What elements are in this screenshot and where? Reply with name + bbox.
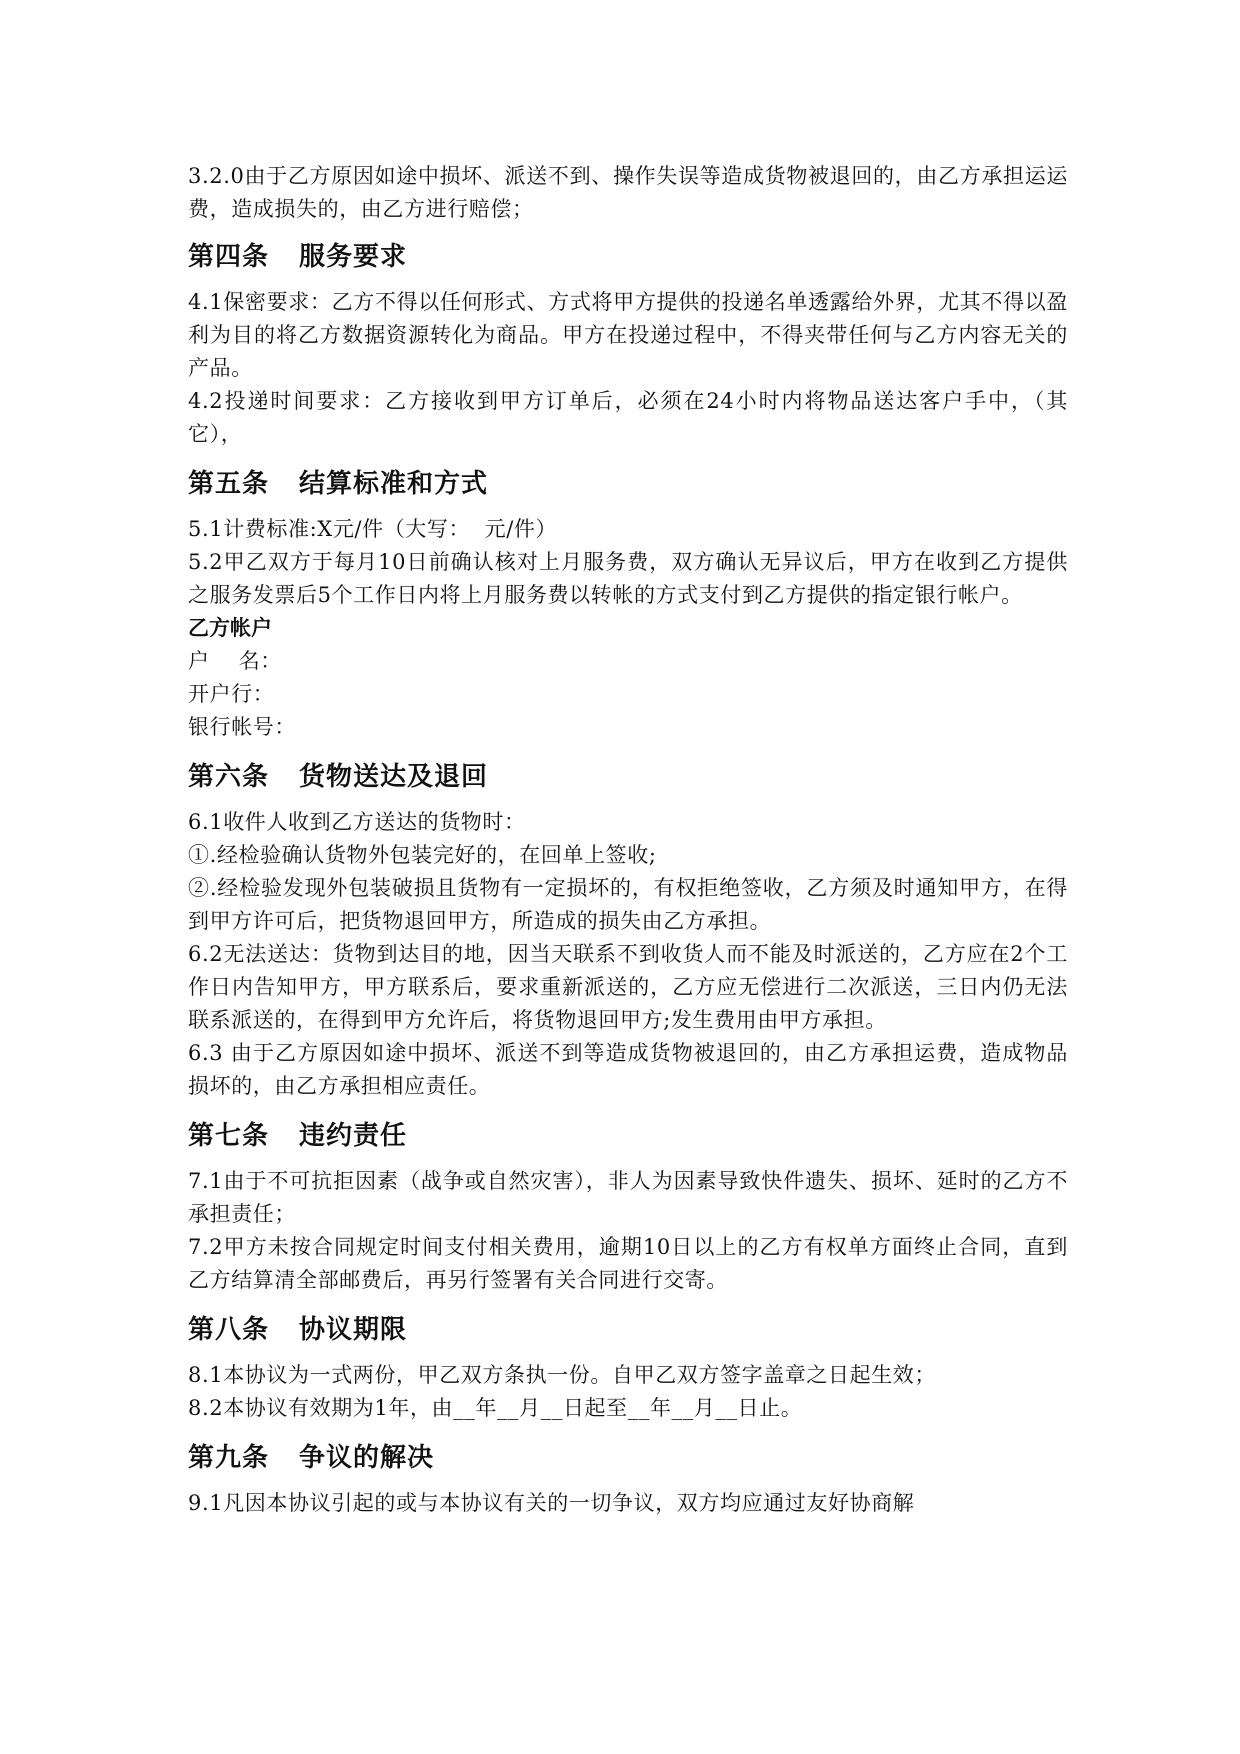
clause-6-1: 6.1收件人收到乙方送达的货物时： <box>188 810 526 834</box>
clause-4-1: 4.1保密要求：乙方不得以任何形式、方式将甲方提供的投递名单透露给外界，尤其不得以盈利为目的将乙方数据资源转化为商品。甲方在投递过程中，不得夹带任何与乙方内容无关的产品。 <box>188 290 1068 380</box>
clause-8-1: 8.1本协议为一式两份，甲乙双方条执一份。自甲乙双方签字盖章之日起生效； <box>188 1363 936 1387</box>
clause-4-2: 4.2投递时间要求：乙方接收到甲方订单后，必须在24小时内将物品送达客户手中，（其它）， <box>188 389 1068 446</box>
section-7-title: 违约责任 <box>299 1121 408 1151</box>
clause-8-2: 8.2本协议有效期为1年，由__年__月__日起至__年__月__日止。 <box>188 1396 803 1420</box>
clause-7-2: 7.2甲方未按合同规定时间支付相关费用，逾期10日以上的乙方有权单方面终止合同，直到乙方结算清全部邮费后，再另行签署有关合同进行交寄。 <box>188 1235 1068 1292</box>
clause-3-2-0: 3.2.0由于乙方原因如途中损坏、派送不到、操作失误等造成货物被退回的，由乙方承担运运费，造成损失的，由乙方进行赔偿； <box>188 164 1068 221</box>
account-label: 乙方帐户 <box>188 616 272 640</box>
section-7-heading <box>188 1119 1068 1153</box>
section-4-title: 服务要求 <box>299 242 408 272</box>
section-5-number: 第五条 <box>188 469 270 499</box>
clause-6-1-a: ①.经检验确认货物外包装完好的，在回单上签收; <box>188 843 657 867</box>
section-8-heading <box>188 1313 1068 1347</box>
clause-7-1: 7.1由于不可抗拒因素（战争或自然灾害），非人为因素导致快件遗失、损坏、延时的乙方不承担责任； <box>188 1169 1068 1226</box>
clause-6-3: 6.3 由于乙方原因如途中损坏、派送不到等造成货物被退回的，由乙方承担运费，造成物品损坏的，由乙方承担相应责任。 <box>188 1041 1068 1098</box>
section-6-number: 第六条 <box>188 762 270 792</box>
section-5-heading <box>188 467 1068 501</box>
account-bank-field: 开户行： <box>188 682 275 706</box>
account-name-field: 户 名： <box>188 649 282 673</box>
clause-6-1-b: ②.经检验发现外包装破损且货物有一定损坏的，有权拒绝签收，乙方须及时通知甲方，在得到甲方许可后，把货物退回甲方，所造成的损失由乙方承担。 <box>188 876 1068 933</box>
section-8-title: 协议期限 <box>299 1315 408 1345</box>
section-9-title: 争议的解决 <box>299 1443 435 1473</box>
clause-5-2: 5.2甲乙双方于每月10日前确认核对上月服务费，双方确认无异议后，甲方在收到乙方提供之服务发票后5个工作日内将上月服务费以转帐的方式支付到乙方提供的指定银行帐户。 <box>188 550 1068 607</box>
section-5-title: 结算标准和方式 <box>299 469 489 499</box>
clause-5-1: 5.1计费标准:X元/件（大写： 元/件） <box>188 517 558 541</box>
section-4-number: 第四条 <box>188 242 270 272</box>
section-7-number: 第七条 <box>188 1121 270 1151</box>
section-6-heading <box>188 760 1068 794</box>
section-6-title: 货物送达及退回 <box>299 762 489 792</box>
clause-6-2: 6.2无法送达：货物到达目的地，因当天联系不到收货人而不能及时派送的，乙方应在2个工作日内告知甲方，甲方联系后，要求重新派送的，乙方应无偿进行二次派送，三日内仍无法联系派送的，在得到甲方允许后，将货物退回甲方;发生费用由甲方承担。 <box>188 942 1068 1032</box>
clause-9-1: 9.1凡因本协议引起的或与本协议有关的一切争议，双方均应通过友好协商解 <box>188 1491 915 1515</box>
section-8-number: 第八条 <box>188 1315 270 1345</box>
account-number-field: 银行帐号： <box>188 715 296 739</box>
section-9-number: 第九条 <box>188 1443 270 1473</box>
section-9-heading <box>188 1441 1068 1475</box>
section-4-heading <box>188 240 1068 274</box>
document-page <box>188 160 1068 1520</box>
